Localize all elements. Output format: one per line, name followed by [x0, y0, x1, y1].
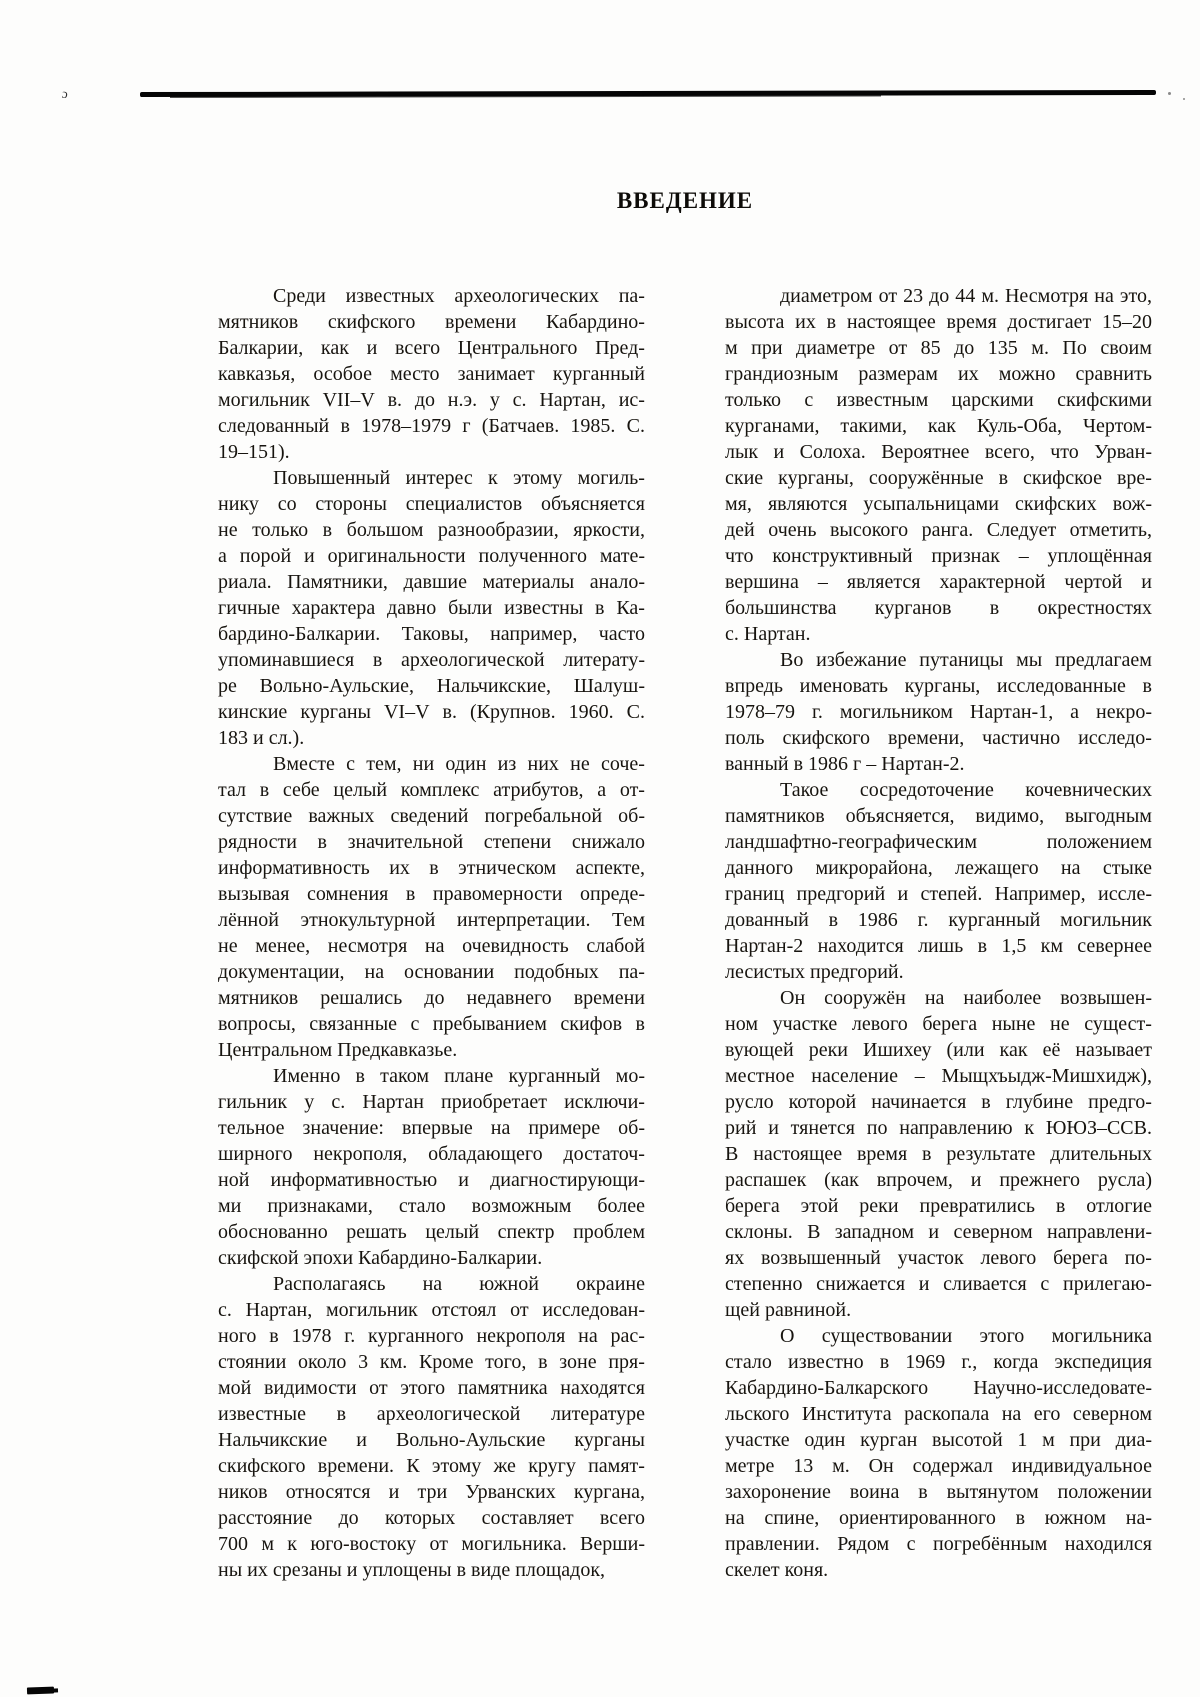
text-line: метре 13 м. Он содержал индивидуальное — [725, 1455, 1152, 1477]
text-line: гильник у с. Нартан приобретает исключи- — [218, 1091, 645, 1113]
text-line: склоны. В западном и северном направлени- — [725, 1221, 1152, 1243]
text-line: участке один курган высотой 1 м при диа- — [725, 1429, 1152, 1451]
text-line: кинские курганы VI–V в. (Крупнов. 1960. С. — [218, 701, 645, 723]
text-line: ширного некрополя, обладающего достаточ- — [218, 1143, 645, 1165]
text-line: данного микрорайона, лежащего на стыке — [725, 857, 1152, 879]
text-line: с. Нартан. — [725, 623, 811, 645]
text-line: что конструктивный признак – уплощённая — [725, 545, 1152, 567]
text-line: Среди известных археологических па- — [273, 285, 645, 307]
text-line: Вместе с тем, ни один из них не соче- — [273, 753, 645, 775]
text-line: на спине, ориентированного в южном на- — [725, 1507, 1152, 1529]
text-line: местное население – Мыщхъыдж-Мишхидж), — [725, 1065, 1152, 1087]
scan-artifact-mark: ɔ — [61, 85, 69, 102]
text-line: распашек (как впрочем, и прежнего русла) — [725, 1169, 1152, 1191]
text-line: мятников скифского времени Кабардино- — [218, 311, 645, 333]
text-line: Нартан-2 находится лишь в 1,5 км севернее — [725, 935, 1152, 957]
text-line: скифского времени. К этому же кругу памят- — [218, 1455, 645, 1477]
text-line: 183 и сл.). — [218, 727, 305, 749]
text-line: льского Института раскопала на его северном — [725, 1403, 1152, 1425]
text-line: Кабардино-Балкарского Научно-исследовате- — [725, 1377, 1152, 1399]
text-line: большинства курганов в окрестностях — [725, 597, 1152, 619]
text-line: 1978–79 г. могильником Нартан-1, а некро- — [725, 701, 1152, 723]
text-line: дей очень высокого ранга. Следует отметить, — [725, 519, 1152, 541]
text-line: известные в археологической литературе — [218, 1403, 645, 1425]
text-line: грандиозным размерам их можно сравнить — [725, 363, 1152, 385]
paragraph — [725, 647, 1152, 777]
text-line: памятников объясняется, видимо, выгодным — [725, 805, 1152, 827]
text-line: вызывая сомнения в правомерности опреде- — [218, 883, 645, 905]
text-line: Повышенный интерес к этому могиль- — [273, 467, 645, 489]
scan-smudge-mark — [27, 1687, 54, 1695]
text-line: правлении. Рядом с погребённым находился — [725, 1533, 1152, 1555]
text-line: ной информативностью и диагностирующи- — [218, 1169, 645, 1191]
text-line: вершина – является характерной чертой и — [725, 571, 1152, 593]
text-line: ландшафтно-географическим положением — [725, 831, 1152, 853]
text-line: ях возвышенный участок левого берега по- — [725, 1247, 1152, 1269]
text-line: мя, являются усыпальницами скифских вож- — [725, 493, 1152, 515]
scan-speck — [1183, 98, 1185, 100]
text-line: Располагаясь на южной окраине — [273, 1273, 645, 1295]
text-line: В настоящее время в результате длительных — [725, 1143, 1152, 1165]
text-line: бардино-Балкарии. Таковы, например, часто — [218, 623, 645, 645]
text-line: с. Нартан, могильник отстоял от исследован- — [218, 1299, 645, 1321]
text-line: поль скифского времени, частично исследо- — [725, 727, 1152, 749]
text-line: а порой и оригинальности полученного мате- — [218, 545, 645, 567]
text-line: стало известно в 1969 г., когда экспедиция — [725, 1351, 1152, 1373]
text-line: сутствие важных сведений погребальной об- — [218, 805, 645, 827]
text-line: мятников решались до недавнего времени — [218, 987, 645, 1009]
text-line: русло которой начинается в глубине предго- — [725, 1091, 1152, 1113]
text-line: тельное значение: впервые на примере об- — [218, 1117, 645, 1139]
text-line: тал в себе целый комплекс атрибутов, а от- — [218, 779, 645, 801]
text-line: впредь именовать курганы, исследованные в — [725, 675, 1152, 697]
top-rule-divider — [140, 90, 1156, 97]
text-line: ре Вольно-Аульские, Нальчикские, Шалуш- — [218, 675, 645, 697]
text-line: Нальчикские и Вольно-Аульские курганы — [218, 1429, 645, 1451]
text-column-right — [725, 283, 1152, 1583]
text-line: расстояние до которых составляет всего — [218, 1507, 645, 1529]
text-line: берега этой реки превратились в отлогие — [725, 1195, 1152, 1217]
page-title: ВВЕДЕНИЕ — [616, 188, 754, 213]
paragraph — [725, 283, 1152, 647]
paragraph — [218, 751, 645, 1063]
text-line: степенно снижается и сливается с прилегаю- — [725, 1273, 1152, 1295]
text-line: следованный в 1978–1979 г (Батчаев. 1985. С. — [218, 415, 645, 437]
text-line: скелет коня. — [725, 1559, 829, 1581]
paragraph — [218, 283, 645, 465]
paragraph — [725, 777, 1152, 985]
text-line: Во избежание путаницы мы предлагаем — [780, 649, 1152, 671]
text-line: 700 м к юго-востоку от могильника. Верши- — [218, 1533, 645, 1555]
text-line: Именно в таком плане курганный мо- — [273, 1065, 645, 1087]
text-line: Балкарии, как и всего Центрального Пред- — [218, 337, 645, 359]
text-line: м при диаметре от 85 до 135 м. По своим — [725, 337, 1152, 359]
text-line: лённой этнокультурной интерпретации. Тем — [218, 909, 645, 931]
text-line: рядности в значительной степени снижало — [218, 831, 645, 853]
text-line: лесистых предгорий. — [725, 961, 904, 983]
text-line: ном участке левого берега ныне не сущест- — [725, 1013, 1152, 1035]
text-line: ного в 1978 г. курганного некрополя на рас- — [218, 1325, 645, 1347]
text-line: ны их срезаны и уплощены в виде площадок, — [218, 1559, 606, 1581]
text-line: скифской эпохи Кабардино-Балкарии. — [218, 1247, 543, 1269]
paragraph — [218, 1271, 645, 1583]
paragraph — [218, 465, 645, 751]
text-line: щей равниной. — [725, 1299, 852, 1321]
text-line: вующей реки Ишихеу (или как её называет — [725, 1039, 1152, 1061]
text-line: ми признаками, стало возможным более — [218, 1195, 645, 1217]
text-line: мой видимости от этого памятника находятся — [218, 1377, 645, 1399]
text-line: диаметром от 23 до 44 м. Несмотря на это, — [780, 285, 1152, 307]
text-line: захоронение воина в вытянутом положении — [725, 1481, 1152, 1503]
text-line: кавказья, особое место занимает курганный — [218, 363, 645, 385]
text-line: границ предгорий и степей. Например, иссле- — [725, 883, 1152, 905]
text-line: ванный в 1986 г – Нартан-2. — [725, 753, 965, 775]
text-line: упоминавшиеся в археологической литерату- — [218, 649, 645, 671]
text-line: ские курганы, сооружённые в скифское вре- — [725, 467, 1152, 489]
text-line: Такое сосредоточение кочевнических — [780, 779, 1152, 801]
text-column-left — [218, 283, 645, 1583]
text-line: высота их в настоящее время достигает 15–20 — [725, 311, 1152, 333]
text-line: дованный в 1986 г. курганный могильник — [725, 909, 1152, 931]
text-line: только с известным царскими скифскими — [725, 389, 1152, 411]
text-line: Центральном Предкавказье. — [218, 1039, 458, 1061]
text-line: гичные характера давно были известны в Ка- — [218, 597, 645, 619]
paragraph — [725, 1323, 1152, 1583]
text-line: обоснованно решать целый спектр проблем — [218, 1221, 645, 1243]
text-line: лык и Солоха. Вероятнее всего, что Урван- — [725, 441, 1152, 463]
text-line: документации, на основании подобных па- — [218, 961, 645, 983]
text-line: ников относятся и три Урванских кургана, — [218, 1481, 645, 1503]
paragraph — [725, 985, 1152, 1323]
text-line: Он сооружён на наиболее возвышен- — [780, 987, 1152, 1009]
text-line: курганами, такими, как Куль-Оба, Чертом- — [725, 415, 1152, 437]
text-line: не только в большом разнообразии, яркости, — [218, 519, 645, 541]
text-line: 19–151). — [218, 441, 290, 463]
text-line: могильник VII–V в. до н.э. у с. Нартан, ис- — [218, 389, 645, 411]
text-line: не менее, несмотря на очевидность слабой — [218, 935, 645, 957]
scan-speck — [1168, 92, 1171, 95]
text-line: стоянии около 3 км. Кроме того, в зоне пря- — [218, 1351, 645, 1373]
paragraph — [218, 1063, 645, 1271]
text-line: рий и тянется по направлению к ЮЮЗ–ССВ. — [725, 1117, 1152, 1139]
text-line: вопросы, связанные с пребыванием скифов в — [218, 1013, 645, 1035]
text-line: информативность их в этническом аспекте, — [218, 857, 645, 879]
text-line: О существовании этого могильника — [780, 1325, 1152, 1347]
text-columns — [218, 283, 1152, 1583]
text-line: риала. Памятники, давшие материалы анало- — [218, 571, 645, 593]
text-line: нику со стороны специалистов объясняется — [218, 493, 645, 515]
